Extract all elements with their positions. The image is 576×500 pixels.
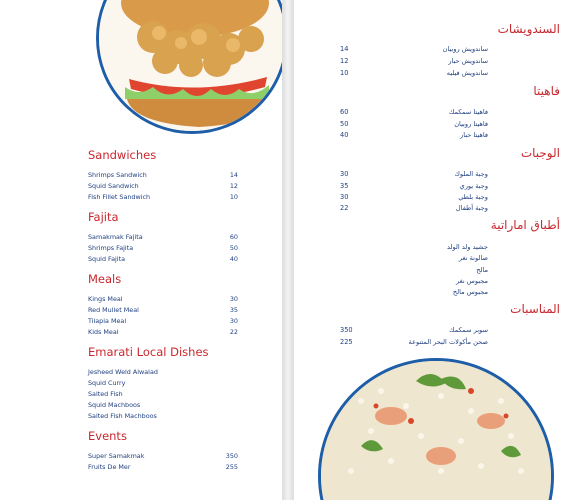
menu-item-shrimps-fajita-ar (340, 120, 488, 130)
menu-item-super-samakmak-ar (340, 326, 488, 336)
item-price: 225 (340, 338, 353, 346)
section-title-events-ar: المناسبات (510, 302, 560, 316)
item-name: Squid Sandwich (88, 182, 139, 190)
menu-item-fish-fillet-sandwich (88, 193, 238, 203)
menu-item-jesheed-weld-alwalad (88, 368, 238, 378)
menu-item-squid-machboos-ar (340, 277, 488, 287)
menu-item-shrimps-fajita (88, 244, 238, 254)
item-price: 50 (229, 244, 238, 252)
burger-photo (96, 0, 282, 134)
menu-item-jesheed-ar (340, 243, 488, 253)
item-price: 35 (340, 182, 349, 190)
item-name: وجبة الملوك (454, 170, 488, 178)
book-gutter (282, 0, 294, 500)
menu-item-fish-fillet-sandwich-ar (340, 69, 488, 79)
menu-item-kings-meal (88, 295, 238, 305)
item-name: Fruits De Mer (88, 463, 131, 471)
item-name: Red Mullet Meal (88, 306, 139, 314)
item-price: 40 (229, 255, 238, 263)
item-name: Super Samakmak (88, 452, 145, 460)
item-name: Salted Fish (88, 390, 123, 398)
menu-item-kids-meal (88, 328, 238, 338)
item-price: 50 (340, 120, 349, 128)
item-price: 30 (340, 193, 349, 201)
section-title-fajita: Fajita (88, 210, 119, 224)
item-name: وجبة أطفال (455, 204, 488, 212)
item-price: 30 (229, 317, 238, 325)
menu-item-shrimps-sandwich-ar (340, 45, 488, 55)
menu-item-squid-machboos (88, 401, 238, 411)
menu-item-samakmak-fajita-ar (340, 108, 488, 118)
item-name: مجبوس نغر (456, 277, 488, 285)
item-name: فاهيتا سمكمك (448, 108, 488, 116)
item-price: 60 (340, 108, 349, 116)
section-title-fajita-ar: فاهيتا (533, 84, 560, 98)
menu-item-tilapia-meal-ar (340, 193, 488, 203)
item-price: 350 (340, 326, 353, 334)
burger-illustration (99, 0, 282, 131)
section-title-events: Events (88, 429, 127, 443)
menu-item-fruits-de-mer (88, 463, 238, 473)
item-name: ساندويش روبيان (442, 45, 488, 53)
item-name: Fish Fillet Sandwich (88, 193, 151, 201)
item-name: ساندويش حبار (448, 57, 488, 65)
menu-item-squid-curry-ar (340, 254, 488, 264)
item-name: Squid Machboos (88, 401, 141, 409)
item-price: 255 (225, 463, 238, 471)
menu-item-kids-meal-ar (340, 204, 488, 214)
item-price: 14 (340, 45, 349, 53)
item-name: Shrimps Sandwich (88, 171, 147, 179)
menu-item-samakmak-fajita (88, 233, 238, 243)
item-name: صحن مأكولات البحر المتنوعة (408, 338, 488, 346)
item-name: جشيد ولد الولد (447, 243, 488, 251)
item-name: ساندويش فيليه (446, 69, 488, 77)
menu-item-super-samakmak (88, 452, 238, 462)
item-name: فاهيتا روبيان (454, 120, 488, 128)
item-price: 10 (229, 193, 238, 201)
item-name: Tilapia Meal (88, 317, 127, 325)
item-price: 30 (229, 295, 238, 303)
menu-item-squid-fajita-ar (340, 131, 488, 141)
menu-item-red-mullet-meal (88, 306, 238, 316)
english-menu-page (0, 0, 282, 500)
menu-item-squid-sandwich (88, 182, 238, 192)
menu-item-seafood-platter-ar (340, 338, 488, 348)
item-price: 35 (229, 306, 238, 314)
menu-item-squid-sandwich-ar (340, 57, 488, 67)
section-title-sandwiches-ar: السندويشات (497, 22, 560, 36)
item-name: Salted Fish Machboos (88, 412, 157, 420)
rice-photo (318, 358, 554, 500)
item-name: فاهيتا حبار (460, 131, 488, 139)
menu-item-salted-fish-machboos-ar (340, 288, 488, 298)
item-name: Samakmak Fajita (88, 233, 143, 241)
item-price: 22 (340, 204, 349, 212)
item-name: صالونة نغر (458, 254, 488, 262)
item-name: Shrimps Fajita (88, 244, 134, 252)
item-price: 60 (229, 233, 238, 241)
rice-illustration (321, 361, 551, 500)
item-name: Kids Meal (88, 328, 119, 336)
item-name: سوبر سمكمك (449, 326, 488, 334)
item-name: Kings Meal (88, 295, 123, 303)
item-price: 40 (340, 131, 349, 139)
item-price: 10 (340, 69, 349, 77)
item-name: Squid Fajita (88, 255, 126, 263)
item-price: 12 (340, 57, 349, 65)
section-title-emarati-dishes-ar: أطباق اماراتية (490, 218, 560, 232)
item-name: مالح (476, 266, 488, 274)
item-name: مجبوس مالح (452, 288, 488, 296)
item-name: وجبة بلطي (458, 193, 488, 201)
section-title-meals-ar: الوجبات (520, 146, 560, 160)
menu-item-salted-fish-machboos (88, 412, 238, 422)
item-name: Jesheed Weld Alwalad (88, 368, 158, 376)
menu-item-salted-fish (88, 390, 238, 400)
item-name: وجبة يوري (459, 182, 488, 190)
item-price: 30 (340, 170, 349, 178)
item-price: 22 (229, 328, 238, 336)
menu-item-red-mullet-meal-ar (340, 182, 488, 192)
menu-item-salted-fish-ar (340, 266, 488, 276)
section-title-meals: Meals (88, 272, 122, 286)
section-title-emarati-local-dishes: Emarati Local Dishes (88, 345, 209, 359)
menu-item-shrimps-sandwich (88, 171, 238, 181)
item-price: 14 (229, 171, 238, 179)
section-title-sandwiches: Sandwiches (88, 148, 157, 162)
menu-item-kings-meal-ar (340, 170, 488, 180)
item-price: 350 (225, 452, 238, 460)
menu-item-squid-curry (88, 379, 238, 389)
menu-item-tilapia-meal (88, 317, 238, 327)
item-price: 12 (229, 182, 238, 190)
item-name: Squid Curry (88, 379, 126, 387)
menu-item-squid-fajita (88, 255, 238, 265)
